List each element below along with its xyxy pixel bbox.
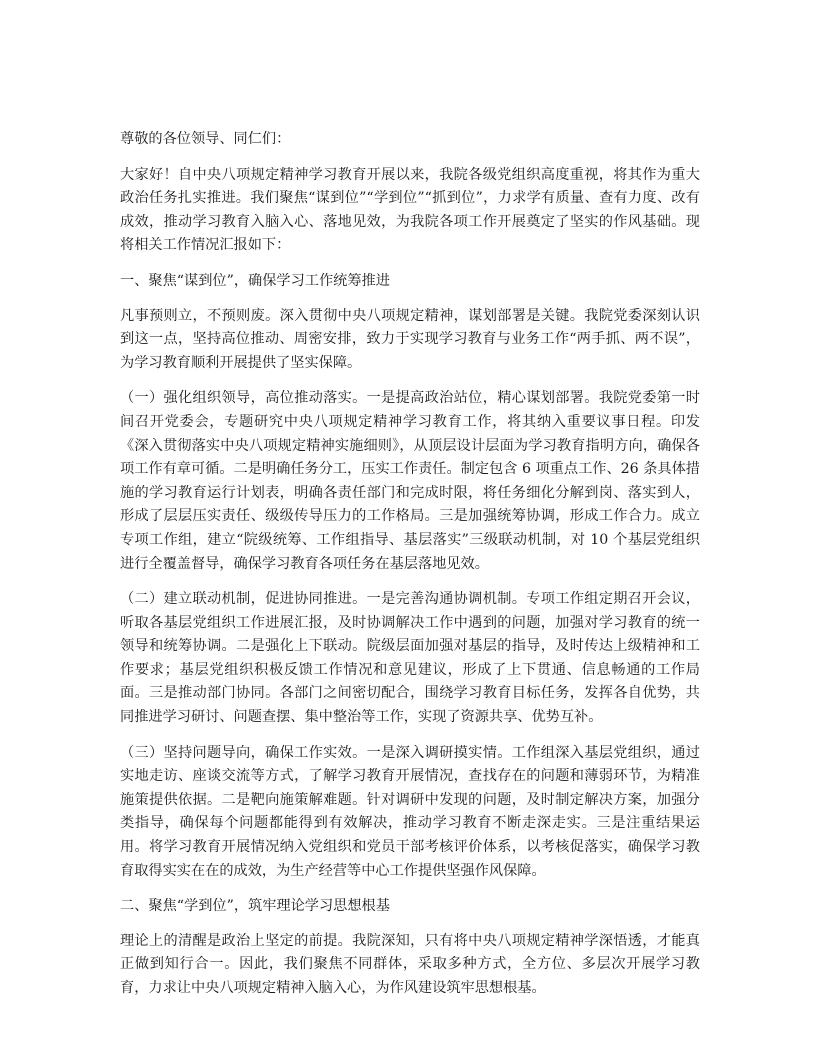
intro-paragraph: 大家好！自中央八项规定精神学习教育开展以来，我院各级党组织高度重视，将其作为重大政治任务扎实推进。我们聚焦“谋到位”“学到位”“抓到位”，力求学有质量、查有力度、改有成效，推动学习教育入脑入心、落地见效，为我院各项工作开展奠定了坚实的作风基础。现将相关工作情况汇报如下： [120,166,700,254]
subsection-1-2: （二）建立联动机制，促进协同推进。一是完善沟通协调机制。专项工作组定期召开会议，听取各基层党组织工作进展汇报，及时协调解决工作中遇到的问题，加强对学习教育的统一领导和统筹协调。二是强化上下联动。院级层面加强对基层的指导，及时传达上级精神和工作要求；基层党组织积极反馈工作情况和意见建议，形成了上下贯通、信息畅通的工作局面。三是推动部门协同。各部门之间密切配合，围绕学习教育目标任务，发挥各自优势，共同推进学习研讨、问题查摆、集中整治等工作，实现了资源共享、优势互补。 [120,591,700,726]
section-2-intro: 理论上的清醒是政治上坚定的前提。我院深知，只有将中央八项规定精神学深悟透，才能真正做到知行合一。因此，我们聚焦不同群体，采取多种方式，全方位、多层次开展学习教育，力求让中央八项规定精神入脑入心，为作风建设筑牢思想根基。 [120,932,700,996]
salutation: 尊敬的各位领导、同仁们： [120,131,291,147]
section-1-intro: 凡事预则立，不预则废。深入贯彻中央八项规定精神，谋划部署是关键。我院党委深刻认识到这一点，坚持高位推动、周密安排，致力于实现学习教育与业务工作“两手抓、两不误”，为学习教育顺利开展提供了坚实保障。 [120,307,700,371]
subsection-1-3: （三）坚持问题导向，确保工作实效。一是深入调研摸实情。工作组深入基层党组织，通过实地走访、座谈交流等方式，了解学习教育开展情况，查找存在的问题和薄弱环节，为精准施策提供依据。二是靶向施策解难题。针对调研中发现的问题，及时制定解决方案，加强分类指导，确保每个问题都能得到有效解决，推动学习教育不断走深走实。三是注重结果运用。将学习教育开展情况纳入党组织和党员干部考核评价体系，以考核促落实，确保学习教育取得实实在在的成效，为生产经营等中心工作提供坚强作风保障。 [120,744,700,879]
document-body [120,128,700,1013]
section-heading-2: 二、聚焦“学到位”，筑牢理论学习思想根基 [120,898,390,915]
subsection-1-1: （一）强化组织领导，高位推动落实。一是提高政治站位，精心谋划部署。我院党委第一时间召开党委会，专题研究中央八项规定精神学习教育工作，将其纳入重要议事日程。印发《深入贯彻落实中央八项规定精神实施细则》，从顶层设计层面为学习教育指明方向，确保各项工作有章可循。二是明确任务分工，压实工作责任。制定包含 6 项重点工作、26 条具体措施的学习教育运行计划表，明确各责任部门和完成时限，将任务细化分解到岗、落实到人，形成了层层压实责任、级级传导压力的工作格局。三是加强统筹协调，形成工作合力。成立专项工作组，建立“院级统筹、工作组指导、基层落实”三级联动机制，对 10 个基层党组织进行全覆盖督导，确保学习教育各项任务在基层落地见效。 [120,390,700,572]
section-heading-1: 一、聚焦“谋到位”，确保学习工作统筹推进 [120,272,390,289]
